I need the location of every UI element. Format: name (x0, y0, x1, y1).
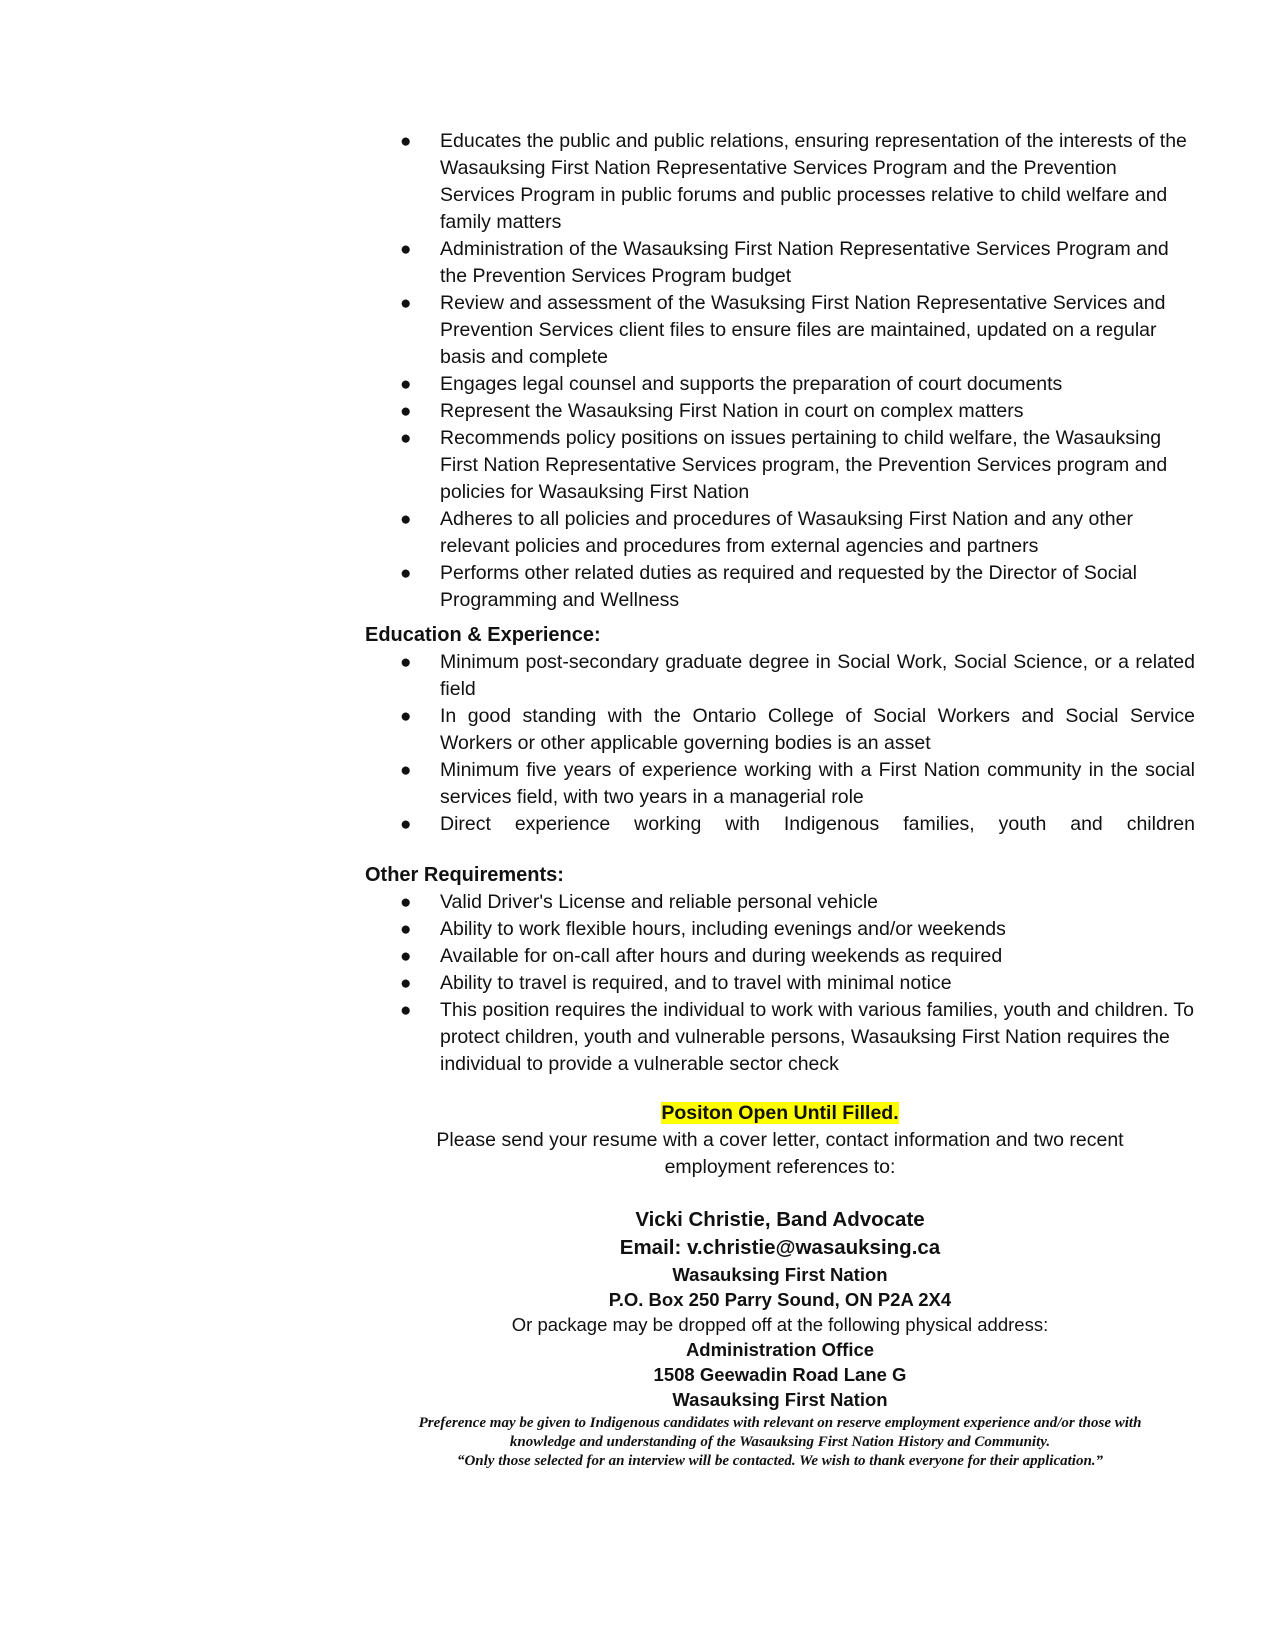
list-item: ● Performs other related duties as required and requested by the Director of Social Programming and Wellness (400, 562, 1137, 611)
list-item: ● This position requires the individual to work with various families, youth and children. To protect children, youth and vulnerable persons, Wasauksing First Nation requires the individual to provide a vulnerable sector check (400, 999, 1195, 1075)
education-heading: Education & Experience: (365, 624, 601, 646)
bullet-icon: ● (400, 239, 412, 260)
org-name-2: Wasauksing First Nation (672, 1389, 888, 1410)
list-item: ● Educates the public and public relations, ensuring representation of the interests of the Wasauksing First Nation Representative Services Program and the Prevention Services Program in public forums and public processes relative to child welfare and family matters (400, 130, 1187, 233)
list-item: ● Represent the Wasauksing First Nation in court on complex matters (365, 398, 1195, 425)
footer-note (365, 1414, 1195, 1471)
street-address: 1508 Geewadin Road Lane G (653, 1364, 907, 1385)
list-item: ● Available for on-call after hours and during weekends as required (365, 943, 1195, 970)
footer-line-1: Preference may be given to Indigenous candidates with relevant on reserve employment experience and/or those with (418, 1415, 1142, 1431)
other-requirements-list (365, 889, 1195, 1078)
list-item: ● Ability to travel is required, and to travel with minimal notice (365, 970, 1195, 997)
bullet-icon: ● (400, 892, 412, 913)
list-item: ● Adheres to all policies and procedures of Wasauksing First Nation and any other relevant policies and procedures from external agencies and partners (400, 508, 1133, 557)
list-item: ● Administration of the Wasauksing First Nation Representative Services Program and the Prevention Services Program budget (400, 238, 1169, 287)
other-requirements-heading: Other Requirements: (365, 864, 564, 886)
list-item: ● Ability to work flexible hours, including evenings and/or weekends (365, 916, 1195, 943)
education-list (365, 649, 1195, 838)
list-item: ● Review and assessment of the Wasuksing First Nation Representative Services and Prevention Services client files to ensure files are maintained, updated on a regular basis and complete (400, 292, 1166, 368)
list-item: ● Minimum post-secondary graduate degree in Social Work, Social Science, or a related field (400, 651, 1195, 700)
mailing-address: P.O. Box 250 Parry Sound, ON P2A 2X4 (608, 1289, 952, 1310)
other-requirements-section (365, 862, 1195, 1078)
bullet-icon: ● (400, 706, 412, 727)
application-instruction: Please send your resume with a cover letter, contact information and two recent (436, 1129, 1124, 1151)
open-until-filled-notice: Positon Open Until Filled. (661, 1102, 899, 1124)
bullet-icon: ● (400, 401, 412, 422)
contact-email[interactable]: Email: v.christie@wasauksing.ca (619, 1236, 941, 1259)
bullet-icon: ● (400, 652, 412, 673)
bullet-icon: ● (400, 1000, 412, 1021)
bullet-icon: ● (400, 428, 412, 449)
spacer (365, 1181, 1195, 1206)
application-instruction-cont: employment references to: (664, 1156, 896, 1178)
duties-list (365, 128, 1195, 614)
bullet-icon: ● (400, 760, 412, 781)
list-item: ● In good standing with the Ontario College of Social Workers and Social Service Workers or other applicable governing bodies is an asset (400, 705, 1195, 754)
duties-section (365, 128, 1195, 614)
list-item: ● Minimum five years of experience working with a First Nation community in the social services field, with two years in a managerial role (400, 759, 1195, 808)
footer-line-2: knowledge and understanding of the Wasauksing First Nation History and Community. (509, 1434, 1051, 1450)
bullet-icon: ● (400, 509, 412, 530)
dropoff-note: Or package may be dropped off at the following physical address: (511, 1314, 1049, 1335)
closing-section (365, 1100, 1195, 1412)
bullet-icon: ● (400, 973, 412, 994)
education-section (365, 622, 1195, 838)
contact-name: Vicki Christie, Band Advocate (635, 1208, 925, 1231)
bullet-icon: ● (400, 814, 412, 835)
org-name: Wasauksing First Nation (672, 1264, 888, 1285)
list-item: ● Valid Driver's License and reliable personal vehicle (365, 889, 1195, 916)
bullet-icon: ● (400, 131, 412, 152)
bullet-icon: ● (400, 374, 412, 395)
list-item: ● Direct experience working with Indigenous families, youth and children (365, 811, 1195, 838)
footer-line-3: “Only those selected for an interview will be contacted. We wish to thank everyone for their application.” (456, 1453, 1104, 1469)
list-item: ● Recommends policy positions on issues pertaining to child welfare, the Wasauksing First Nation Representative Services program, the Prevention Services program and policies for Wasauksing First Nation (400, 427, 1168, 503)
list-item: ● Engages legal counsel and supports the preparation of court documents (365, 371, 1195, 398)
office-name: Administration Office (685, 1339, 875, 1360)
bullet-icon: ● (400, 293, 412, 314)
bullet-icon: ● (400, 946, 412, 967)
bullet-icon: ● (400, 563, 412, 584)
bullet-icon: ● (400, 919, 412, 940)
